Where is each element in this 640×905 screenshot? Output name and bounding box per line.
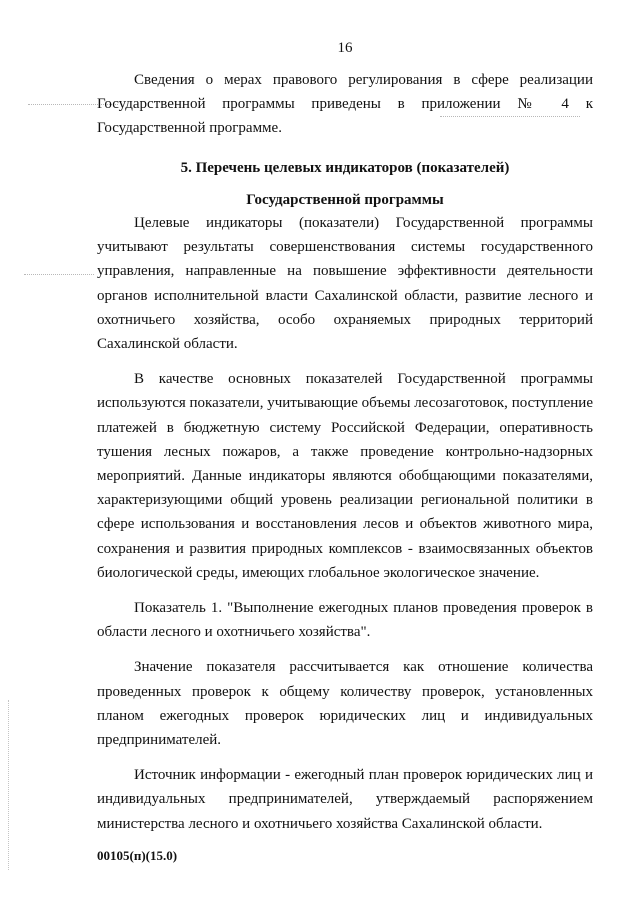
paragraph-indicators-overview: Целевые индикаторы (показатели) Государственной программы учитывают результаты совершенствования системы государственного управления, направленные на повышение эффективности деятельности органов исполнительной власти Сахалинской области, развитие лесного и охотничьего хозяйства, особо охраняемых природных территорий Сахалинской области. [97, 215, 593, 353]
paragraph-calculation: Значение показателя рассчитывается как отношение количества проведенных проверок к общему количеству проверок, установленных планом ежегодных проверок юридических лиц и индивидуальных предпринимателей. [97, 659, 593, 749]
paragraph-main-indicators: В качестве основных показателей Государственной программы используются показатели, учитывающие объемы лесозаготовок, поступление платежей в бюджетную систему Российской Федерации, оперативность тушения лесных пожаров, а также проведение контрольно-надзорных мероприятий. Данные индикаторы являются обобщающими показателями, характеризующими общий уровень реализации региональной политики в сфере использования и восстановления лесов и объектов животного мира, сохранения и развития природных комплексов - взаимосвязанных объектов биологической среды, имеющих глобальное экологическое значение. [97, 371, 593, 581]
section-title-line2: Государственной программы [246, 192, 444, 209]
section-body [97, 211, 593, 836]
page-number: 16 [337, 40, 353, 56]
paragraph-indicator-1: Показатель 1. "Выполнение ежегодных планов проведения проверок в области лесного и охотничьего хозяйства". [97, 600, 593, 641]
intro-block [97, 68, 593, 141]
document-code: 00105(п)(15.0) [97, 848, 178, 863]
section-heading [97, 156, 593, 212]
section-title-line1: 5. Перечень целевых индикаторов (показателей) [180, 160, 510, 176]
paragraph-info-source: Источник информации - ежегодный план проверок юридических лиц и индивидуальных предпринимателей, утверждаемый распоряжением министерства лесного и охотничьего хозяйства Сахалинской области. [97, 767, 593, 832]
scan-artifact-dots [24, 274, 94, 275]
scan-artifact-line [8, 700, 9, 870]
intro-paragraph: Сведения о мерах правового регулирования в сфере реализации Государственной программы приведены в приложении № 4 к Государственной программе. [97, 72, 593, 137]
